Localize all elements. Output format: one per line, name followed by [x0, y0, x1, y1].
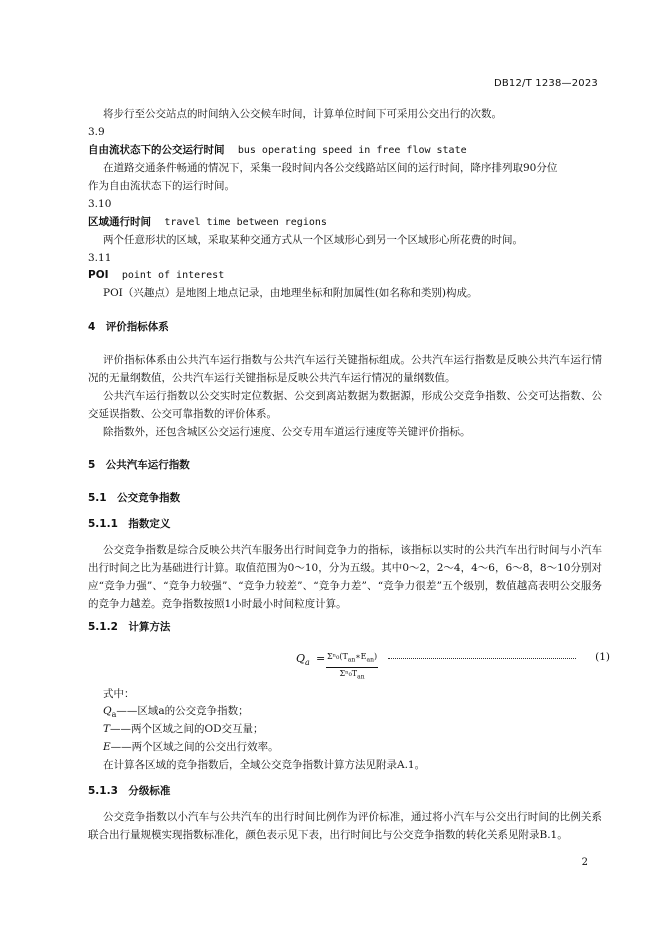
- section-5-1-3-heading: 5.1.3 分级标准: [88, 785, 171, 797]
- formula-dot-leader: [388, 658, 576, 659]
- clause-number-3-9: 3.9: [88, 126, 105, 138]
- term-cn: 自由流状态下的公交运行时间: [88, 144, 225, 156]
- definition-3-10-line1: 两个任意形状的区域，采取某种交通方式从一个区域形心到另一个区域形心所花费的时间。: [103, 234, 523, 246]
- clause-number-3-11: 3.11: [88, 252, 112, 264]
- equation-number: (1): [595, 651, 610, 663]
- term-cn: 区域通行时间: [88, 216, 151, 228]
- index-definition-paragraph: 公交竞争指数是综合反映公共汽车服务出行时间竞争力的指标，该指标以实时的公共汽车出行时间与小汽车出行时间之比为基础进行计算。取值范围为0～10，分为五级。其中0～2，2～4，4～6，6～8，8～10分别对应“竞争力强”、“竞争力较强”、“竞争力较差”、“竞争力差”、“竞争力很差”五个级别，数值越高表明公交服务的竞争力越差。竞争指数按照1小时最小时间粒度计算。: [88, 544, 602, 610]
- definition-3-9-line2: 作为自由流状态下的运行时间。: [88, 180, 235, 192]
- formula-equals: =: [316, 652, 326, 665]
- formula-fraction: [326, 651, 378, 683]
- variable-q-definition: $Q_a——$区域a的公交竞争指数；: [103, 705, 249, 720]
- section-5-1-1-heading: 5.1.1 指数定义: [88, 518, 171, 530]
- section-5-heading: 5 公共汽车运行指数: [88, 459, 190, 471]
- section-4-paragraph-1: 评价指标体系由公共汽车运行指数与公共汽车运行关键指标组成。公共汽车运行指数是反映公共汽车运行情况的无量纲数值，公共汽车运行关键指标是反映公共汽车运行情况的量纲数值。: [88, 354, 602, 384]
- formula-denominator: $\Sigma^n_0T_{an}$: [339, 668, 365, 681]
- term-cn: POI: [88, 269, 109, 281]
- section-4-paragraph-2: 公共汽车运行指数以公交实时定位数据、公交到离站数据为数据源，形成公交竞争指数、公交可达指数、公交延误指数、公交可靠指数的评价体系。: [88, 390, 602, 420]
- after-formula-line: 在计算各区域的竞争指数后，全域公交竞争指数计算方法见附录A.1。: [103, 759, 426, 771]
- section-5-1-2-heading: 5.1.2 计算方法: [88, 621, 171, 633]
- section-4-paragraph-3: 除指数外，还包含城区公交运行速度、公交专用车道运行速度等关键评价指标。: [103, 426, 471, 438]
- section-4-heading: 4 评价指标体系: [88, 321, 169, 333]
- term-3-9: [88, 142, 467, 160]
- where-label: 式中：: [103, 688, 135, 700]
- term-3-10: [88, 214, 327, 232]
- formula-lhs: $Q_a$: [296, 652, 310, 668]
- document-id-header: DB12/T 1238—2023: [493, 78, 598, 89]
- variable-t-definition: T——两个区域之间的OD交互量；: [103, 723, 264, 735]
- formula-numerator: $\Sigma^n_0(T_{an}∗E_{an})$: [326, 651, 378, 668]
- grading-paragraph: 公交竞争指数以小汽车与公共汽车的出行时间比例作为评价标准，通过将小汽车与公交出行时间的比例关系联合出行量规模实现指数标准化，颜色表示见下表，出行时间比与公交竞争指数的转化关系见附录B.1。: [88, 811, 602, 841]
- definition-3-11-line1: POI（兴趣点）是地图上地点记录，由地理坐标和附加属性(如名称和类别)构成。: [103, 287, 478, 299]
- term-en: point of interest: [121, 270, 225, 281]
- section-5-1-heading: 5.1 公交竞争指数: [88, 492, 181, 504]
- continuation-line: 将步行至公交站点的时间纳入公交候车时间，计算单位时间下可采用公交出行的次数。: [103, 108, 502, 120]
- term-en: bus operating speed in free flow state: [237, 145, 467, 156]
- definition-3-9-line1: 在道路交通条件畅通的情况下，采集一段时间内各公交线路站区间的运行时间，降序排列取90分位: [103, 162, 558, 174]
- term-en: travel time between regions: [164, 217, 327, 228]
- formula-1: [296, 651, 610, 681]
- page-number: 2: [581, 857, 588, 868]
- clause-number-3-10: 3.10: [88, 198, 112, 210]
- term-3-11: [88, 267, 224, 285]
- variable-e-definition: E——两个区域之间的公交出行效率。: [103, 741, 279, 753]
